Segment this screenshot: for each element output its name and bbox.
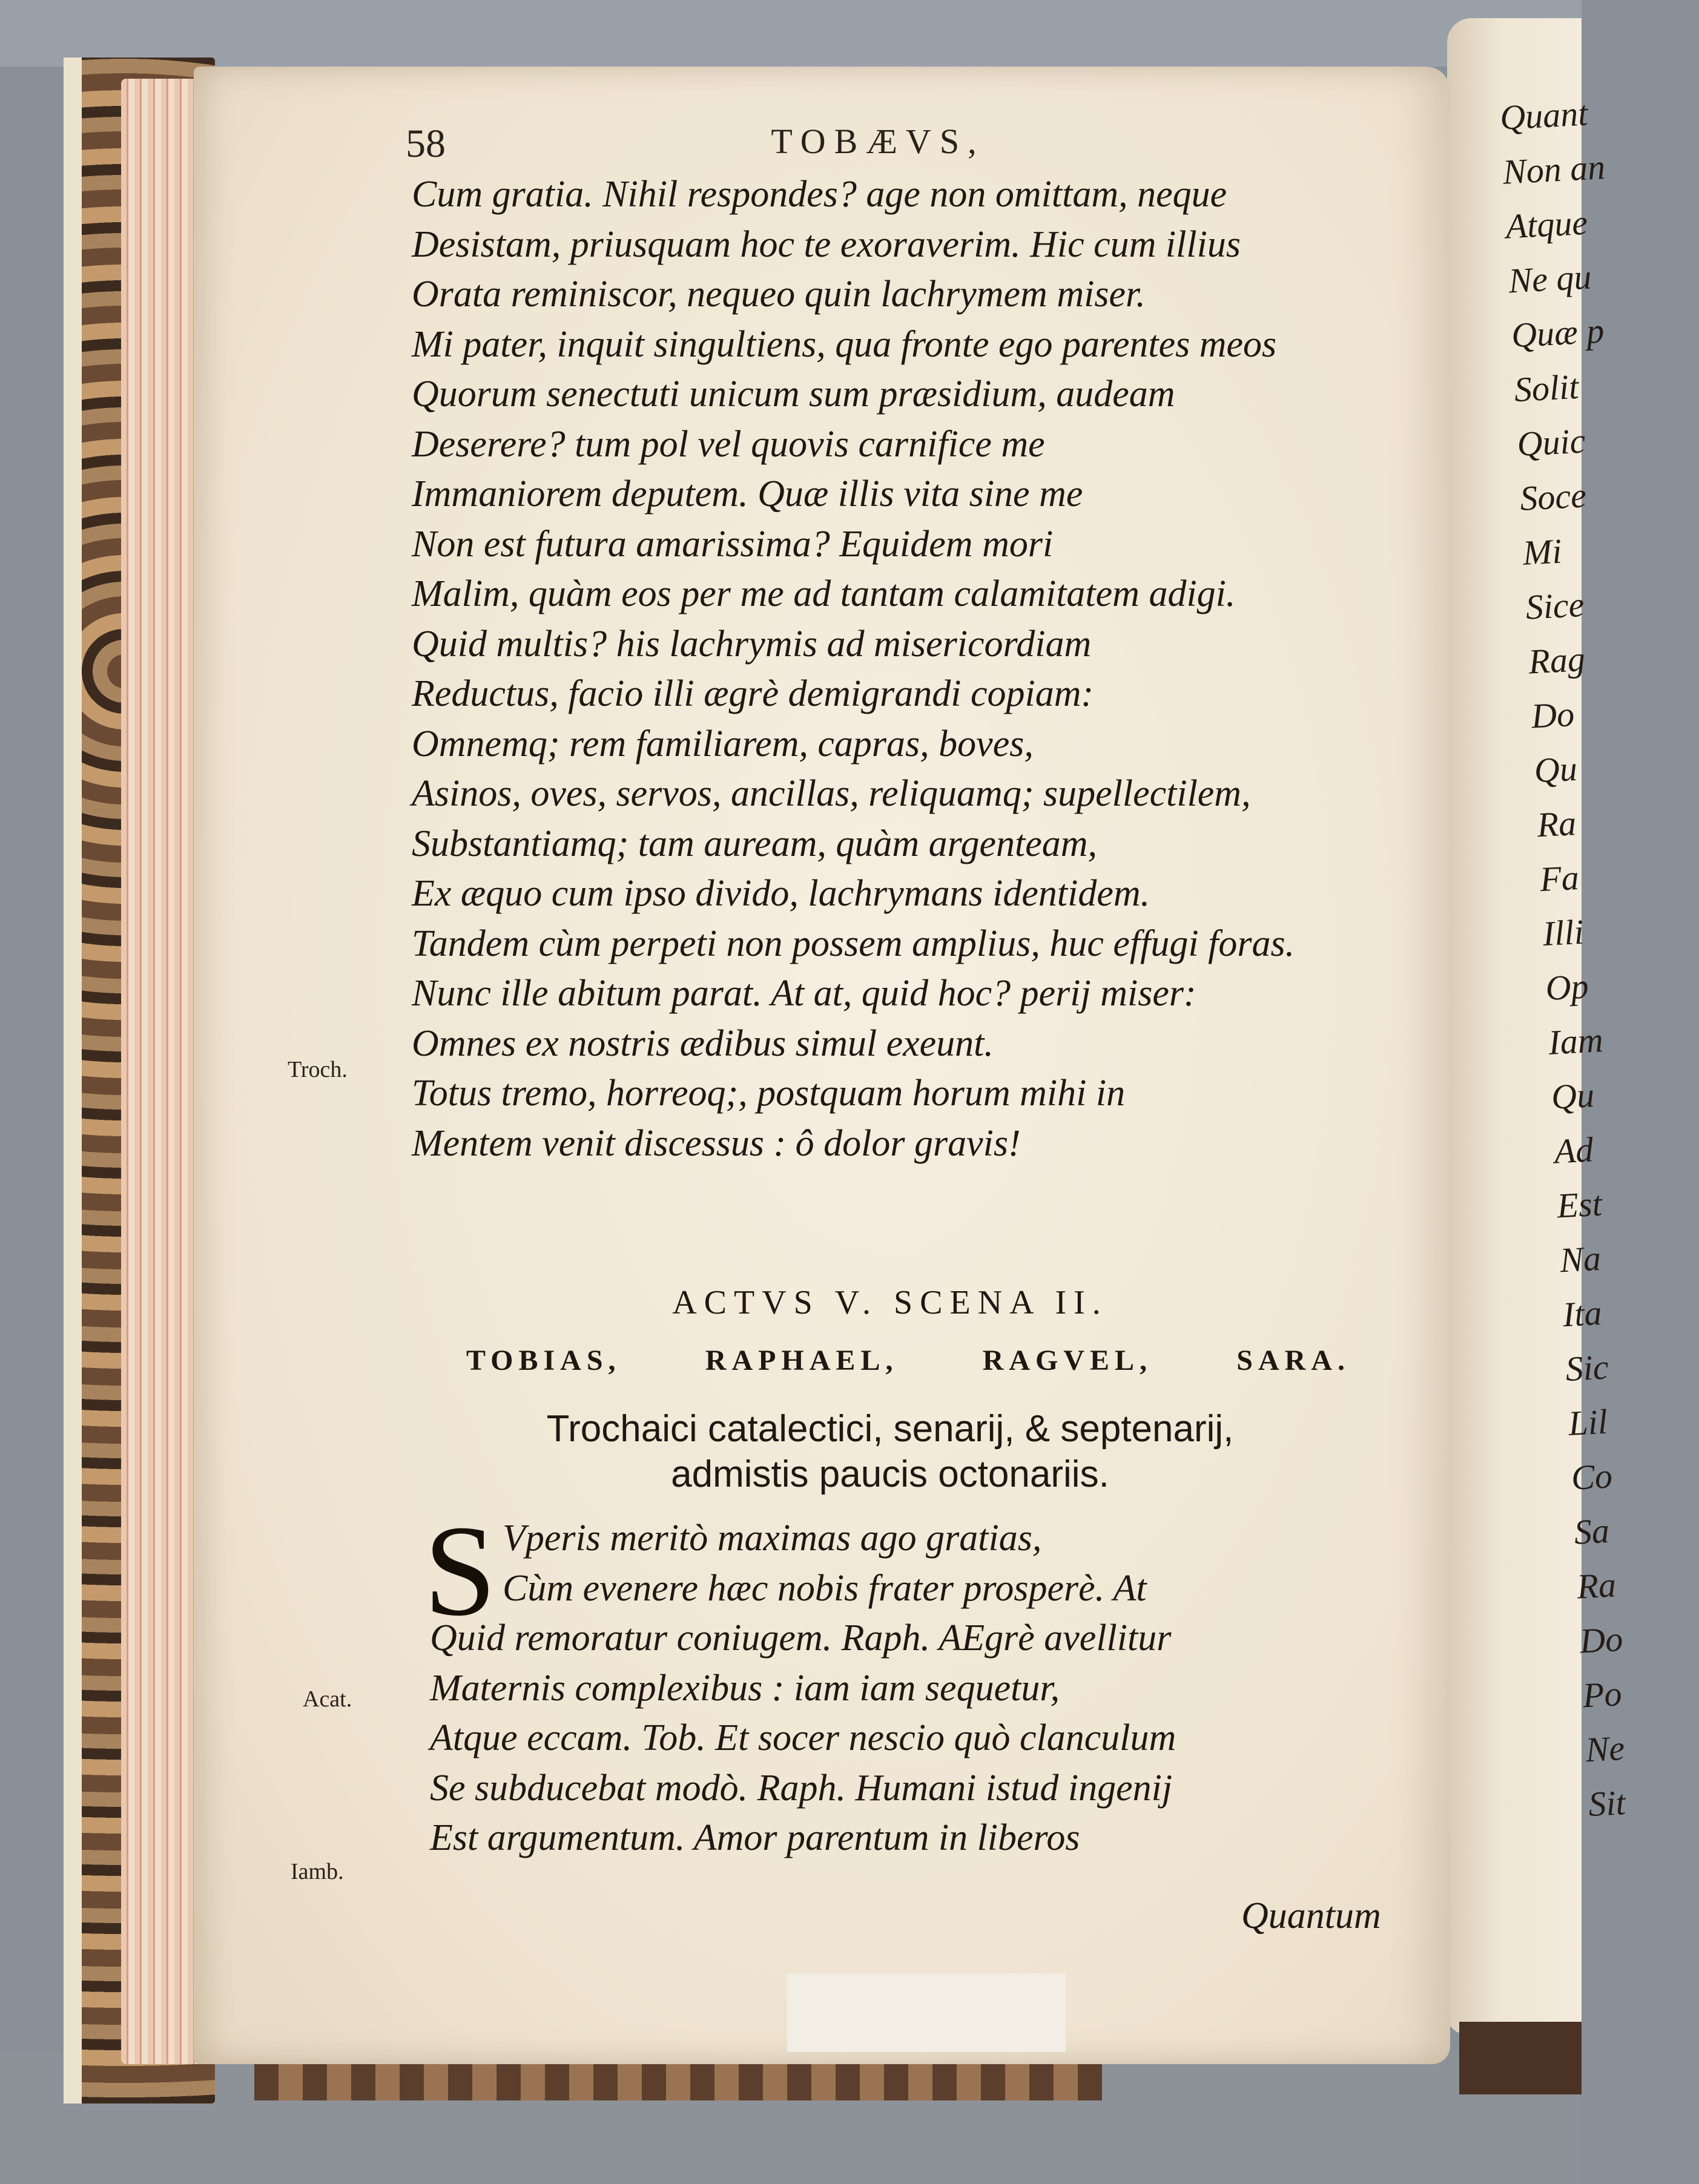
verse-line: Mentem venit discessus : ô dolor gravis! — [412, 1122, 1021, 1164]
facing-page-fragment: Solit — [1513, 366, 1580, 410]
paper-tab — [787, 1973, 1066, 2052]
facing-page-fragment: Ra — [1536, 803, 1577, 845]
facing-page-fragment: Do — [1530, 694, 1575, 736]
verse-line: Desistam, priusquam hoc te exoraverim. Hic cum illius — [412, 223, 1241, 265]
facing-page-fragment: Ne — [1584, 1728, 1626, 1770]
facing-page-fragment: Qu — [1533, 748, 1579, 791]
scene-heading: ACTVS V. SCENA II. — [672, 1284, 1108, 1321]
verse-line: Cum gratia. Nihil respondes? age non omittam, neque — [412, 174, 1227, 215]
verse-line: Mi pater, inquit singultiens, qua fronte ego parentes meos — [412, 323, 1277, 365]
page-number: 58 — [406, 122, 446, 166]
verse-line: Maternis complexibus : iam iam sequetur, — [430, 1667, 1060, 1709]
facing-page-fragment: Ita — [1562, 1292, 1603, 1335]
page-header — [406, 121, 1350, 169]
facing-page-fragment: Ad — [1553, 1130, 1594, 1171]
facing-page-fragment: Rag — [1527, 639, 1586, 682]
verse-line: Cùm evenere hæc nobis frater prosperè. At — [503, 1567, 1147, 1609]
facing-page-fragment: Do — [1579, 1619, 1624, 1661]
verse-line: Orata reminiscor, nequeo quin lachrymem miser. — [412, 274, 1146, 315]
verse-line: Asinos, oves, servos, ancillas, reliquamq; supellectilem, — [412, 773, 1251, 814]
facing-page-fragment: Na — [1559, 1238, 1602, 1280]
verse-line: Est argumentum. Amor parentum in liberos — [430, 1817, 1080, 1858]
drop-cap: S — [424, 1498, 497, 1643]
background-top — [0, 0, 1582, 67]
facing-page-fragment: Lil — [1567, 1401, 1609, 1443]
verse-line: Totus tremo, horreoq;, postquam horum mihi in — [412, 1073, 1126, 1114]
speaker-name: TOBIAS, — [466, 1344, 621, 1377]
verse-line: Quid multis? his lachrymis ad misericordiam — [412, 623, 1092, 665]
verse-line: Omnemq; rem familiarem, capras, boves, — [412, 723, 1034, 765]
speaker-name: SARA. — [1236, 1344, 1350, 1377]
facing-page-fragment: Quant — [1499, 93, 1589, 137]
verse-block — [412, 169, 1393, 1168]
facing-page-fragment: Sice — [1525, 584, 1585, 627]
facing-cover — [1459, 2022, 1582, 2094]
facing-page-fragment: Sit — [1587, 1782, 1627, 1824]
meter-note-line2: admistis paucis octonariis. — [671, 1453, 1109, 1495]
speaker-name: RAPHAEL, — [705, 1344, 899, 1377]
facing-page-fragment: Qu — [1550, 1075, 1595, 1117]
facing-page-fragment: Est — [1555, 1183, 1603, 1226]
margin-note-acat: Acat. — [303, 1686, 352, 1712]
facing-page-fragment: Co — [1570, 1456, 1614, 1498]
catchword: Quantum — [1241, 1895, 1381, 1936]
facing-page-fragment: Sa — [1573, 1510, 1611, 1552]
cover-edge — [64, 58, 82, 2103]
facing-page-fragment: Po — [1582, 1674, 1623, 1715]
speaker-name: RAGVEL, — [982, 1344, 1153, 1377]
facing-page-fragment: Quic — [1516, 421, 1586, 464]
facing-page-fragment: Ra — [1575, 1565, 1617, 1607]
facing-page-fragment: Mi — [1522, 531, 1563, 573]
verse-line: Nunc ille abitum parat. At at, quid hoc? perij miser: — [412, 973, 1196, 1014]
facing-page-fragment: Sic — [1564, 1347, 1610, 1389]
verse-line: Substantiamq; tam auream, quàm argenteam, — [412, 823, 1097, 864]
facing-page-fragment: Iam — [1547, 1020, 1605, 1062]
facing-page-fragment: Fa — [1539, 857, 1580, 900]
verse-line: Quid remoratur coniugem. Raph. AEgrè avellitur — [430, 1617, 1172, 1659]
facing-page-fragment: Illi — [1542, 912, 1585, 954]
verse-line: Ex æquo cum ipso divido, lachrymans identidem. — [412, 873, 1150, 914]
verse-line: Immaniorem deputem. Quæ illis vita sine me — [412, 473, 1083, 515]
verse-line: Reductus, facio illi ægrè demigrandi copiam: — [412, 673, 1094, 714]
verse-line: Non est futura amarissima? Equidem mori — [412, 523, 1054, 565]
verse-line: Vperis meritò maximas ago gratias, — [503, 1518, 1042, 1559]
page-edges — [121, 79, 206, 2064]
verse-line: Malim, quàm eos per me ad tantam calamitatem adigi. — [412, 573, 1236, 614]
running-title: TOBÆVS, — [771, 122, 985, 161]
facing-page-fragment: Atque — [1505, 202, 1589, 246]
meter-note-line1: Trochaici catalectici, senarij, & septenarij, — [546, 1408, 1234, 1450]
margin-note-troch: Troch. — [288, 1057, 348, 1082]
verse-line: Quorum senectuti unicum sum præsidium, audeam — [412, 373, 1175, 415]
facing-page-fragment: Op — [1544, 966, 1590, 1008]
margin-note-iamb: Iamb. — [291, 1859, 344, 1884]
verse-line: Omnes ex nostris ædibus simul exeunt. — [412, 1022, 994, 1064]
facing-page-fragment: Non an — [1502, 147, 1606, 192]
speaker-list — [466, 1344, 1350, 1377]
verse-line: Atque eccam. Tob. Et socer nescio quò clanculum — [430, 1717, 1176, 1758]
facing-page-fragment: Quæ p — [1510, 311, 1605, 355]
verse-line: Se subducebat modò. Raph. Humani istud ingenij — [430, 1767, 1173, 1809]
facing-page-fragment: Soce — [1519, 475, 1588, 519]
facing-page-fragment: Ne qu — [1507, 257, 1592, 301]
verse-line: Deserere? tum pol vel quovis carnifice me — [412, 423, 1045, 465]
cover-bottom-edge — [254, 2064, 1102, 2100]
scene-verse-block — [430, 1513, 1374, 1863]
verse-line: Tandem cùm perpeti non possem amplius, huc effugi foras. — [412, 923, 1295, 964]
